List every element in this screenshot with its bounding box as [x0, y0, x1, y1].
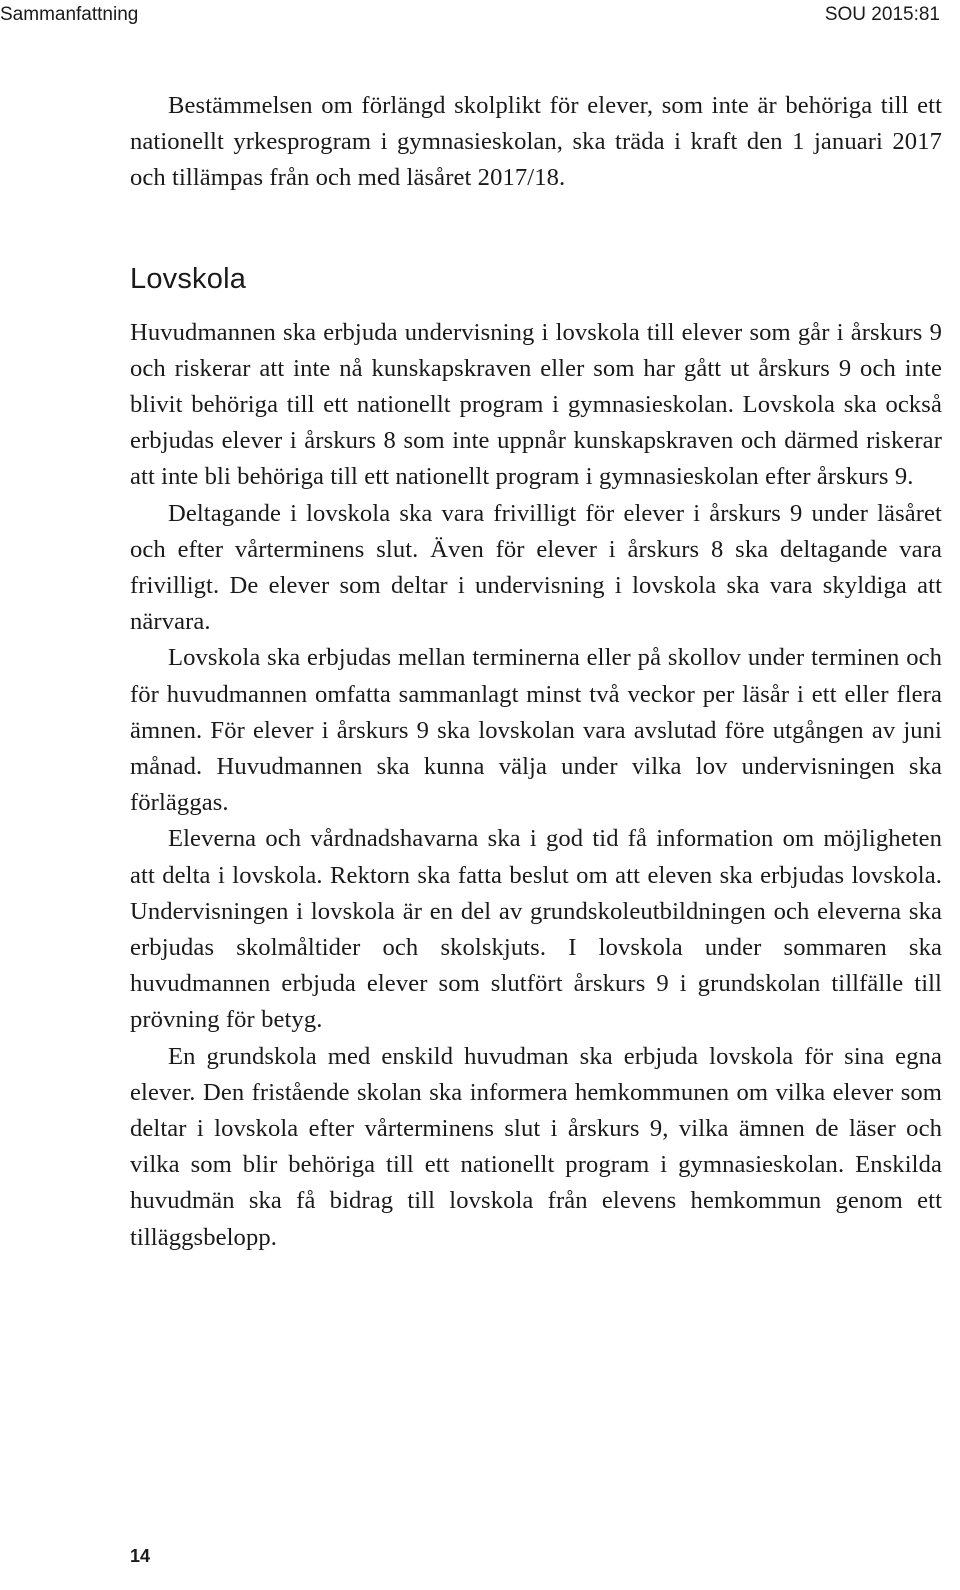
intro-paragraph: Bestämmelsen om förlängd skolplikt för elever, som inte är behöriga till ett nationellt yrkesprogram i gymnasieskolan, ska träda i kraft den 1 januari 2017 och tillämpas från och med läsåret 2017/18.: [130, 92, 942, 192]
section-paragraph: En grundskola med enskild huvudman ska erbjuda lovskola för sina egna elever. Den fristående skolan ska informera hemkommunen om vilka elever som deltar i lovskola efter vårterminens slut i årskurs 9, vilka ämnen de läser och vilka som blir behöriga till ett nationellt program i gymnasieskolan. Enskilda huvudmän ska få bidrag till lovskola från elevens hemkommun genom ett tilläggsbelopp.: [130, 1042, 942, 1251]
section-paragraph: Deltagande i lovskola ska vara frivilligt för elever i årskurs 9 under läsåret och efter vårterminens slut. Även för elever i årskurs 8 ska deltagande vara frivilligt. De elever som deltar i undervisning i lovskola ska vara skyldiga att närvara.: [130, 499, 942, 636]
section-paragraph: Huvudmannen ska erbjuda undervisning i lovskola till elever som går i årskurs 9 och riskerar att inte nå kunskapskraven eller som har gått ut årskurs 9 och inte blivit behöriga till ett nationellt program i gymnasieskolan. Lovskola ska också erbjudas elever i årskurs 8 som inte uppnår kunskapskraven och därmed riskerar att inte bli behöriga till ett nationellt program i gymnasieskolan efter årskurs 9.: [130, 318, 942, 491]
document-reference: SOU 2015:81: [824, 4, 940, 25]
section-paragraph: Lovskola ska erbjudas mellan terminerna eller på skollov under terminen och för huvudmannen omfatta sammanlagt minst två veckor per läsår i ett eller flera ämnen. För elever i årskurs 9 ska lovskolan vara avslutad före utgången av juni månad. Huvudmannen ska kunna välja under vilka lov undervisningen ska förläggas.: [130, 644, 942, 817]
running-header: [0, 2, 940, 28]
section-heading: Lovskola: [130, 262, 247, 295]
page-number: 14: [130, 1546, 151, 1566]
page-body: [130, 88, 942, 1256]
chapter-title: Sammanfattning: [0, 4, 139, 25]
section-paragraph: Eleverna och vårdnadshavarna ska i god tid få information om möjligheten att delta i lovskola. Rektorn ska fatta beslut om att eleven ska erbjudas lovskola. Undervisningen i lovskola är en del av grundskoleutbildningen och eleverna ska erbjudas skolmåltider och skolskjuts. I lovskola under sommaren ska huvudmannen erbjuda elever som slutfört årskurs 9 i grundskolan tillfälle till prövning för betyg.: [130, 825, 942, 1034]
